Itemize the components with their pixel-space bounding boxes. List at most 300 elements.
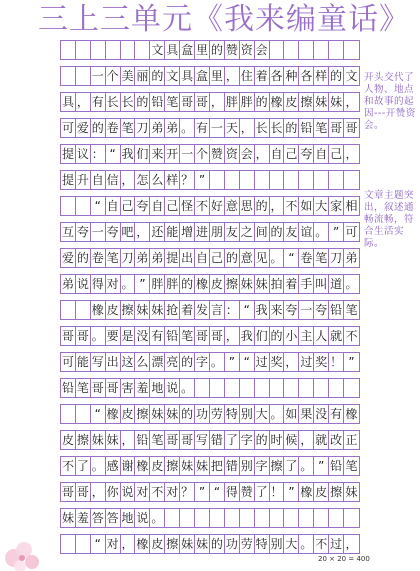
grid-cell: 就 — [330, 329, 343, 343]
grid-cell: 的 — [255, 433, 268, 447]
grid-cell: 刀 — [330, 251, 343, 265]
grid-cell — [61, 405, 76, 423]
grid-cell: ， — [240, 121, 253, 135]
grid-cell: 丽 — [136, 69, 149, 83]
grid-cell: 胖 — [151, 277, 164, 291]
paragraph-1-row — [60, 92, 360, 112]
grid-cell: 地 — [121, 511, 134, 525]
grid-cell: 时 — [270, 433, 283, 447]
grid-cell: 答 — [106, 511, 119, 525]
grid-cell: “ — [91, 405, 106, 423]
grid-cell: 橡 — [106, 407, 119, 421]
grid-cell: 自 — [196, 251, 209, 265]
grid-cell: 自 — [106, 199, 119, 213]
grid-cell: 胖 — [225, 95, 238, 109]
grid-cell: 地 — [151, 381, 164, 395]
grid-cell — [195, 379, 210, 397]
grid-cell: 道 — [330, 277, 343, 291]
grid-cell: 对 — [166, 485, 179, 499]
grid-cell: ， — [345, 147, 358, 161]
grid-cell — [344, 41, 359, 59]
grid-cell: ， — [210, 95, 223, 109]
grid-cell: 。 — [91, 329, 104, 343]
grid-cell — [329, 379, 344, 397]
grid-cell: 弟 — [151, 121, 164, 135]
grid-cell — [61, 41, 76, 59]
grid-cell: 候 — [285, 433, 298, 447]
grid-cell: 己 — [285, 147, 298, 161]
grid-cell: 字 — [240, 433, 253, 447]
grid-cell: 妹 — [136, 303, 149, 317]
grid-cell: 自 — [270, 147, 283, 161]
grid-cell: “ — [240, 301, 255, 319]
grid-cell: 进 — [196, 225, 209, 239]
grid-cell: 长 — [106, 95, 119, 109]
grid-cell: 说 — [166, 381, 179, 395]
grid-cell — [284, 509, 299, 527]
grid-cell: 美 — [121, 69, 134, 83]
grid-cell — [61, 67, 76, 85]
grid-cell: ， — [121, 173, 134, 187]
grid-cell: ， — [345, 537, 358, 551]
grid-cell: 。 — [181, 381, 194, 395]
grid-cell: 相 — [345, 199, 358, 213]
grid-cell: 着 — [285, 277, 298, 291]
paragraph-3-row — [60, 352, 360, 372]
grid-cell: 还 — [151, 225, 164, 239]
grid-cell: 抢 — [166, 303, 179, 317]
grid-cell: 卷 — [300, 251, 313, 265]
grid-cell — [61, 535, 76, 553]
grid-cell — [270, 379, 285, 397]
grid-cell — [314, 379, 329, 397]
grid-cell: 说 — [136, 511, 149, 525]
grid-cell — [299, 379, 314, 397]
grid-cell: 的 — [255, 199, 268, 213]
grid-cell: 哥 — [210, 329, 223, 343]
grid-cell: 长 — [121, 95, 134, 109]
grid-cell: 一 — [300, 303, 313, 317]
grid-cell: 皮 — [285, 95, 298, 109]
grid-cell: 。 — [151, 511, 164, 525]
grid-cell: 可 — [61, 121, 74, 135]
grid-cell: 资 — [225, 147, 238, 161]
grid-cell: 胖 — [240, 95, 253, 109]
page-title: 三上三单元《我来编童话》 — [38, 2, 410, 37]
grid-cell: 这 — [121, 355, 134, 369]
grid-cell: 功 — [225, 537, 238, 551]
grid-cell — [344, 171, 359, 189]
grid-cell: 好 — [210, 199, 223, 213]
grid-cell: “ — [91, 197, 106, 215]
grid-cell — [76, 197, 91, 215]
grid-cell — [284, 171, 299, 189]
grid-cell: 的 — [151, 69, 164, 83]
grid-cell: 们 — [255, 329, 268, 343]
grid-cell: 爱 — [76, 121, 89, 135]
grid-cell: 哥 — [76, 485, 89, 499]
grid-cell: 手 — [300, 277, 313, 291]
grid-cell: 的 — [136, 95, 149, 109]
grid-cell: 么 — [151, 173, 164, 187]
paragraph-4-row — [60, 430, 360, 450]
grid-cell: 刀 — [136, 121, 149, 135]
grid-cell — [240, 171, 255, 189]
grid-cell — [344, 379, 359, 397]
grid-cell: “ — [284, 249, 299, 267]
grid-cell: 擦 — [166, 537, 179, 551]
grid-cell: 怎 — [136, 173, 149, 187]
grid-cell: 。 — [270, 407, 283, 421]
grid-cell: 橡 — [196, 277, 209, 291]
grid-cell: 小 — [285, 329, 298, 343]
grid-cell: 果 — [300, 407, 313, 421]
grid-cell: 铅 — [300, 121, 313, 135]
grid-cell: 自 — [151, 199, 164, 213]
grid-cell: 么 — [136, 355, 149, 369]
grid-cell: 擦 — [300, 95, 313, 109]
margin-note-opening: 开头交代了人物、地点和故事的起因---开赞资会。 — [364, 72, 416, 131]
grid-cell: 弟 — [166, 121, 179, 135]
grid-cell: 的 — [181, 277, 194, 291]
grid-cell: 不 — [345, 329, 358, 343]
grid-cell: 自 — [315, 147, 328, 161]
grid-cell: 己 — [330, 147, 343, 161]
grid-cell: ！ — [330, 355, 343, 369]
grid-cell: 哥 — [91, 381, 104, 395]
grid-cell: 具 — [166, 43, 179, 57]
grid-cell: 对 — [106, 537, 119, 551]
grid-cell — [344, 509, 359, 527]
grid-cell: 妹 — [151, 303, 164, 317]
grid-cell: 皮 — [151, 537, 164, 551]
grid-cell: 铅 — [166, 329, 179, 343]
grid-cell — [225, 379, 240, 397]
grid-cell: 具 — [61, 95, 74, 109]
grid-cell: 了 — [76, 459, 89, 473]
grid-cell — [76, 67, 91, 85]
grid-cell: 能 — [166, 225, 179, 239]
grid-cell — [314, 509, 329, 527]
grid-cell: 正 — [345, 433, 358, 447]
grid-cell — [240, 509, 255, 527]
grid-cell: 妹 — [345, 485, 358, 499]
grid-cell: 提 — [166, 251, 179, 265]
grid-cell: 之 — [240, 225, 253, 239]
grid-cell: 开 — [166, 147, 179, 161]
grid-cell: 哥 — [61, 329, 74, 343]
grid-cell: 妹 — [196, 459, 209, 473]
grid-cell — [210, 171, 225, 189]
grid-cell: 擦 — [225, 277, 238, 291]
grid-cell — [240, 379, 255, 397]
grid-cell — [284, 379, 299, 397]
grid-cell: 得 — [225, 485, 238, 499]
grid-cell: 的 — [210, 537, 223, 551]
grid-cell: 样 — [166, 173, 179, 187]
grid-cell: 铅 — [136, 433, 149, 447]
grid-cell — [255, 171, 270, 189]
paragraph-1-row — [60, 144, 360, 164]
grid-cell — [225, 171, 240, 189]
grid-cell: 橡 — [300, 485, 313, 499]
grid-cell: 有 — [330, 407, 343, 421]
grid-cell — [270, 41, 285, 59]
paragraph-1-row — [60, 118, 360, 138]
grid-cell: 思 — [240, 199, 253, 213]
grid-cell: 皮 — [210, 277, 223, 291]
grid-cell — [106, 41, 121, 59]
grid-cell: ， — [300, 433, 313, 447]
grid-cell: 卷 — [91, 251, 104, 265]
grid-cell: 个 — [106, 69, 119, 83]
grid-cell: 铅 — [151, 95, 164, 109]
grid-cell: 不 — [285, 199, 298, 213]
grid-cell: 拍 — [270, 277, 283, 291]
grid-cell: ， — [225, 329, 238, 343]
grid-cell: 。 — [121, 277, 134, 291]
grid-cell: 长 — [270, 121, 283, 135]
grid-cell: 要 — [106, 329, 119, 343]
grid-cell: 把 — [210, 459, 223, 473]
grid-cell: 奖 — [270, 355, 283, 369]
grid-cell: 发 — [196, 303, 209, 317]
grid-cell: ” — [195, 171, 210, 189]
grid-cell: 别 — [240, 407, 253, 421]
grid-cell: 笔 — [315, 251, 328, 265]
paragraph-3-row — [60, 378, 360, 398]
grid-cell: 妹 — [181, 459, 194, 473]
grid-cell: ” — [225, 353, 240, 371]
grid-cell: 会 — [255, 43, 268, 57]
grid-cell: 如 — [285, 407, 298, 421]
grid-cell: 样 — [315, 69, 328, 83]
grid-cell: 写 — [196, 433, 209, 447]
grid-cell: 别 — [270, 537, 283, 551]
grid-cell: 吧 — [121, 225, 134, 239]
grid-cell: 笔 — [345, 459, 358, 473]
grid-cell: ， — [255, 147, 268, 161]
grid-cell: 盒 — [196, 69, 209, 83]
grid-cell: 笔 — [181, 329, 194, 343]
grid-cell: 答 — [91, 511, 104, 525]
grid-cell: 谢 — [121, 459, 134, 473]
grid-cell: 妹 — [181, 537, 194, 551]
grid-cell: 错 — [210, 433, 223, 447]
grid-cell: ， — [76, 95, 89, 109]
grid-cell: 了 — [285, 459, 298, 473]
grid-cell: 见 — [255, 251, 268, 265]
grid-cell: 妹 — [166, 407, 179, 421]
grid-cell: 说 — [121, 485, 134, 499]
grid-cell: 笔 — [166, 95, 179, 109]
grid-cell: 的 — [270, 329, 283, 343]
grid-cell: 夸 — [315, 303, 328, 317]
grid-cell: 了 — [225, 433, 238, 447]
grid-cell: 笔 — [76, 381, 89, 395]
grid-cell: 大 — [285, 537, 298, 551]
grid-cell: 。 — [300, 537, 313, 551]
grid-cell: ， — [91, 485, 104, 499]
grid-cell — [76, 535, 91, 553]
grid-cell: 己 — [121, 199, 134, 213]
grid-cell — [255, 379, 270, 397]
grid-cell: 一 — [91, 69, 104, 83]
grid-cell: 卷 — [106, 121, 119, 135]
grid-cell: 友 — [285, 225, 298, 239]
grid-cell: 橡 — [270, 95, 283, 109]
grid-cell: 可 — [345, 225, 358, 239]
grid-cell: 铅 — [330, 459, 343, 473]
grid-cell: 过 — [330, 537, 343, 551]
grid-cell: 橡 — [91, 303, 104, 317]
paragraph-1-row — [60, 66, 360, 86]
grid-cell: 功 — [196, 407, 209, 421]
grid-cell: 的 — [285, 121, 298, 135]
grid-cell — [76, 405, 91, 423]
grid-cell: 哥 — [181, 433, 194, 447]
grid-cell: 橡 — [345, 407, 358, 421]
grid-cell: 妹 — [330, 95, 343, 109]
grid-cell: 文 — [166, 69, 179, 83]
grid-cell: 文 — [151, 43, 164, 57]
grid-cell — [91, 41, 106, 59]
grid-cell — [180, 509, 195, 527]
grid-cell: 不 — [61, 459, 74, 473]
grid-cell: “ — [91, 535, 106, 553]
margin-note-theme: 文章主题突出，叙述通畅流畅，符合生活实际。 — [364, 190, 415, 249]
grid-cell — [255, 509, 270, 527]
grid-cell: 妹 — [240, 277, 253, 291]
grid-cell: 改 — [330, 433, 343, 447]
grid-cell: 哥 — [345, 121, 358, 135]
grid-cell — [225, 509, 240, 527]
grid-cell: 如 — [300, 199, 313, 213]
grid-cell: 哥 — [181, 95, 194, 109]
grid-cell: 来 — [270, 303, 283, 317]
grid-cell — [61, 301, 76, 319]
grid-cell: 间 — [255, 225, 268, 239]
grid-cell: 亮 — [166, 355, 179, 369]
grid-cell: 笔 — [151, 433, 164, 447]
grid-cell: 的 — [181, 355, 194, 369]
grid-cell — [299, 509, 314, 527]
grid-cell — [329, 171, 344, 189]
grid-cell: 家 — [330, 199, 343, 213]
grid-cell: 皮 — [61, 433, 74, 447]
grid-cell: 朋 — [210, 225, 223, 239]
grid-cell: 字 — [255, 459, 268, 473]
grid-cell: 人 — [315, 329, 328, 343]
grid-cell: 。 — [91, 459, 104, 473]
grid-cell: 有 — [196, 121, 209, 135]
grid-cell: 擦 — [76, 433, 89, 447]
grid-cell — [61, 197, 76, 215]
grid-cell: ： — [91, 147, 104, 161]
grid-cell: 我 — [255, 303, 268, 317]
grid-cell: 着 — [181, 303, 194, 317]
grid-cell: 各 — [270, 69, 283, 83]
grid-cell: ： — [225, 303, 238, 317]
grid-cell: 长 — [255, 121, 268, 135]
grid-cell: 。 — [270, 251, 283, 265]
grid-cell — [76, 41, 91, 59]
grid-cell: 羞 — [76, 511, 89, 525]
grid-cell: “ — [240, 353, 255, 371]
grid-cell: ” — [284, 483, 299, 501]
grid-cell: ， — [345, 95, 358, 109]
grid-cell: 不 — [151, 485, 164, 499]
grid-cell: 我 — [240, 329, 253, 343]
grid-cell: ” — [348, 355, 355, 369]
grid-cell: 夸 — [285, 303, 298, 317]
grid-cell: 你 — [106, 485, 119, 499]
grid-cell: 感 — [106, 459, 119, 473]
grid-cell: ” — [135, 275, 150, 293]
grid-cell: 具 — [181, 69, 194, 83]
grid-cell: 信 — [106, 173, 119, 187]
grid-cell: 擦 — [121, 303, 134, 317]
grid-cell: 哥 — [196, 95, 209, 109]
grid-cell: 橡 — [136, 537, 149, 551]
grid-cell: 叫 — [315, 277, 328, 291]
grid-cell — [329, 41, 344, 59]
grid-cell: 谊 — [300, 225, 313, 239]
paragraph-2-row — [60, 248, 360, 268]
composition-grid — [60, 40, 360, 551]
grid-cell: 笔 — [315, 121, 328, 135]
grid-cell: 能 — [76, 355, 89, 369]
grid-cell: 们 — [136, 147, 149, 161]
grid-cell — [299, 41, 314, 59]
grid-cell: 了 — [255, 485, 268, 499]
grid-cell: 的 — [270, 225, 283, 239]
grid-cell: 一 — [91, 225, 104, 239]
flower-icon — [0, 520, 50, 571]
grid-cell: ， — [285, 355, 298, 369]
grid-cell: 爱 — [61, 251, 74, 265]
grid-cell: 赞 — [225, 43, 238, 57]
grid-cell: 。 — [210, 355, 223, 369]
grid-cell — [329, 509, 344, 527]
grid-cell: 字 — [196, 355, 209, 369]
grid-cell: ？ — [181, 485, 194, 499]
grid-cell: 。 — [181, 121, 194, 135]
grid-cell: ” — [314, 457, 329, 475]
grid-cell: “ — [210, 483, 225, 501]
paragraph-2-row — [60, 274, 360, 294]
grid-cell: 过 — [255, 355, 268, 369]
grid-cell: 己 — [166, 199, 179, 213]
grid-cell: 写 — [91, 355, 104, 369]
grid-cell: 是 — [121, 329, 134, 343]
grid-cell: 劳 — [240, 537, 253, 551]
grid-cell: 住 — [240, 69, 253, 83]
grid-cell: 皮 — [151, 459, 164, 473]
grid-cell: ， — [225, 69, 238, 83]
grid-cell: 意 — [225, 199, 238, 213]
grid-cell — [299, 171, 314, 189]
grid-cell: 个 — [196, 147, 209, 161]
grid-cell: 漂 — [151, 355, 164, 369]
grid-cell: 擦 — [136, 407, 149, 421]
grid-cell: 对 — [136, 485, 149, 499]
grid-cell: 各 — [300, 69, 313, 83]
paragraph-4-row — [60, 456, 360, 476]
grid-cell: 互 — [61, 225, 74, 239]
grid-cell: 。 — [315, 225, 328, 239]
grid-cell: 橡 — [136, 459, 149, 473]
